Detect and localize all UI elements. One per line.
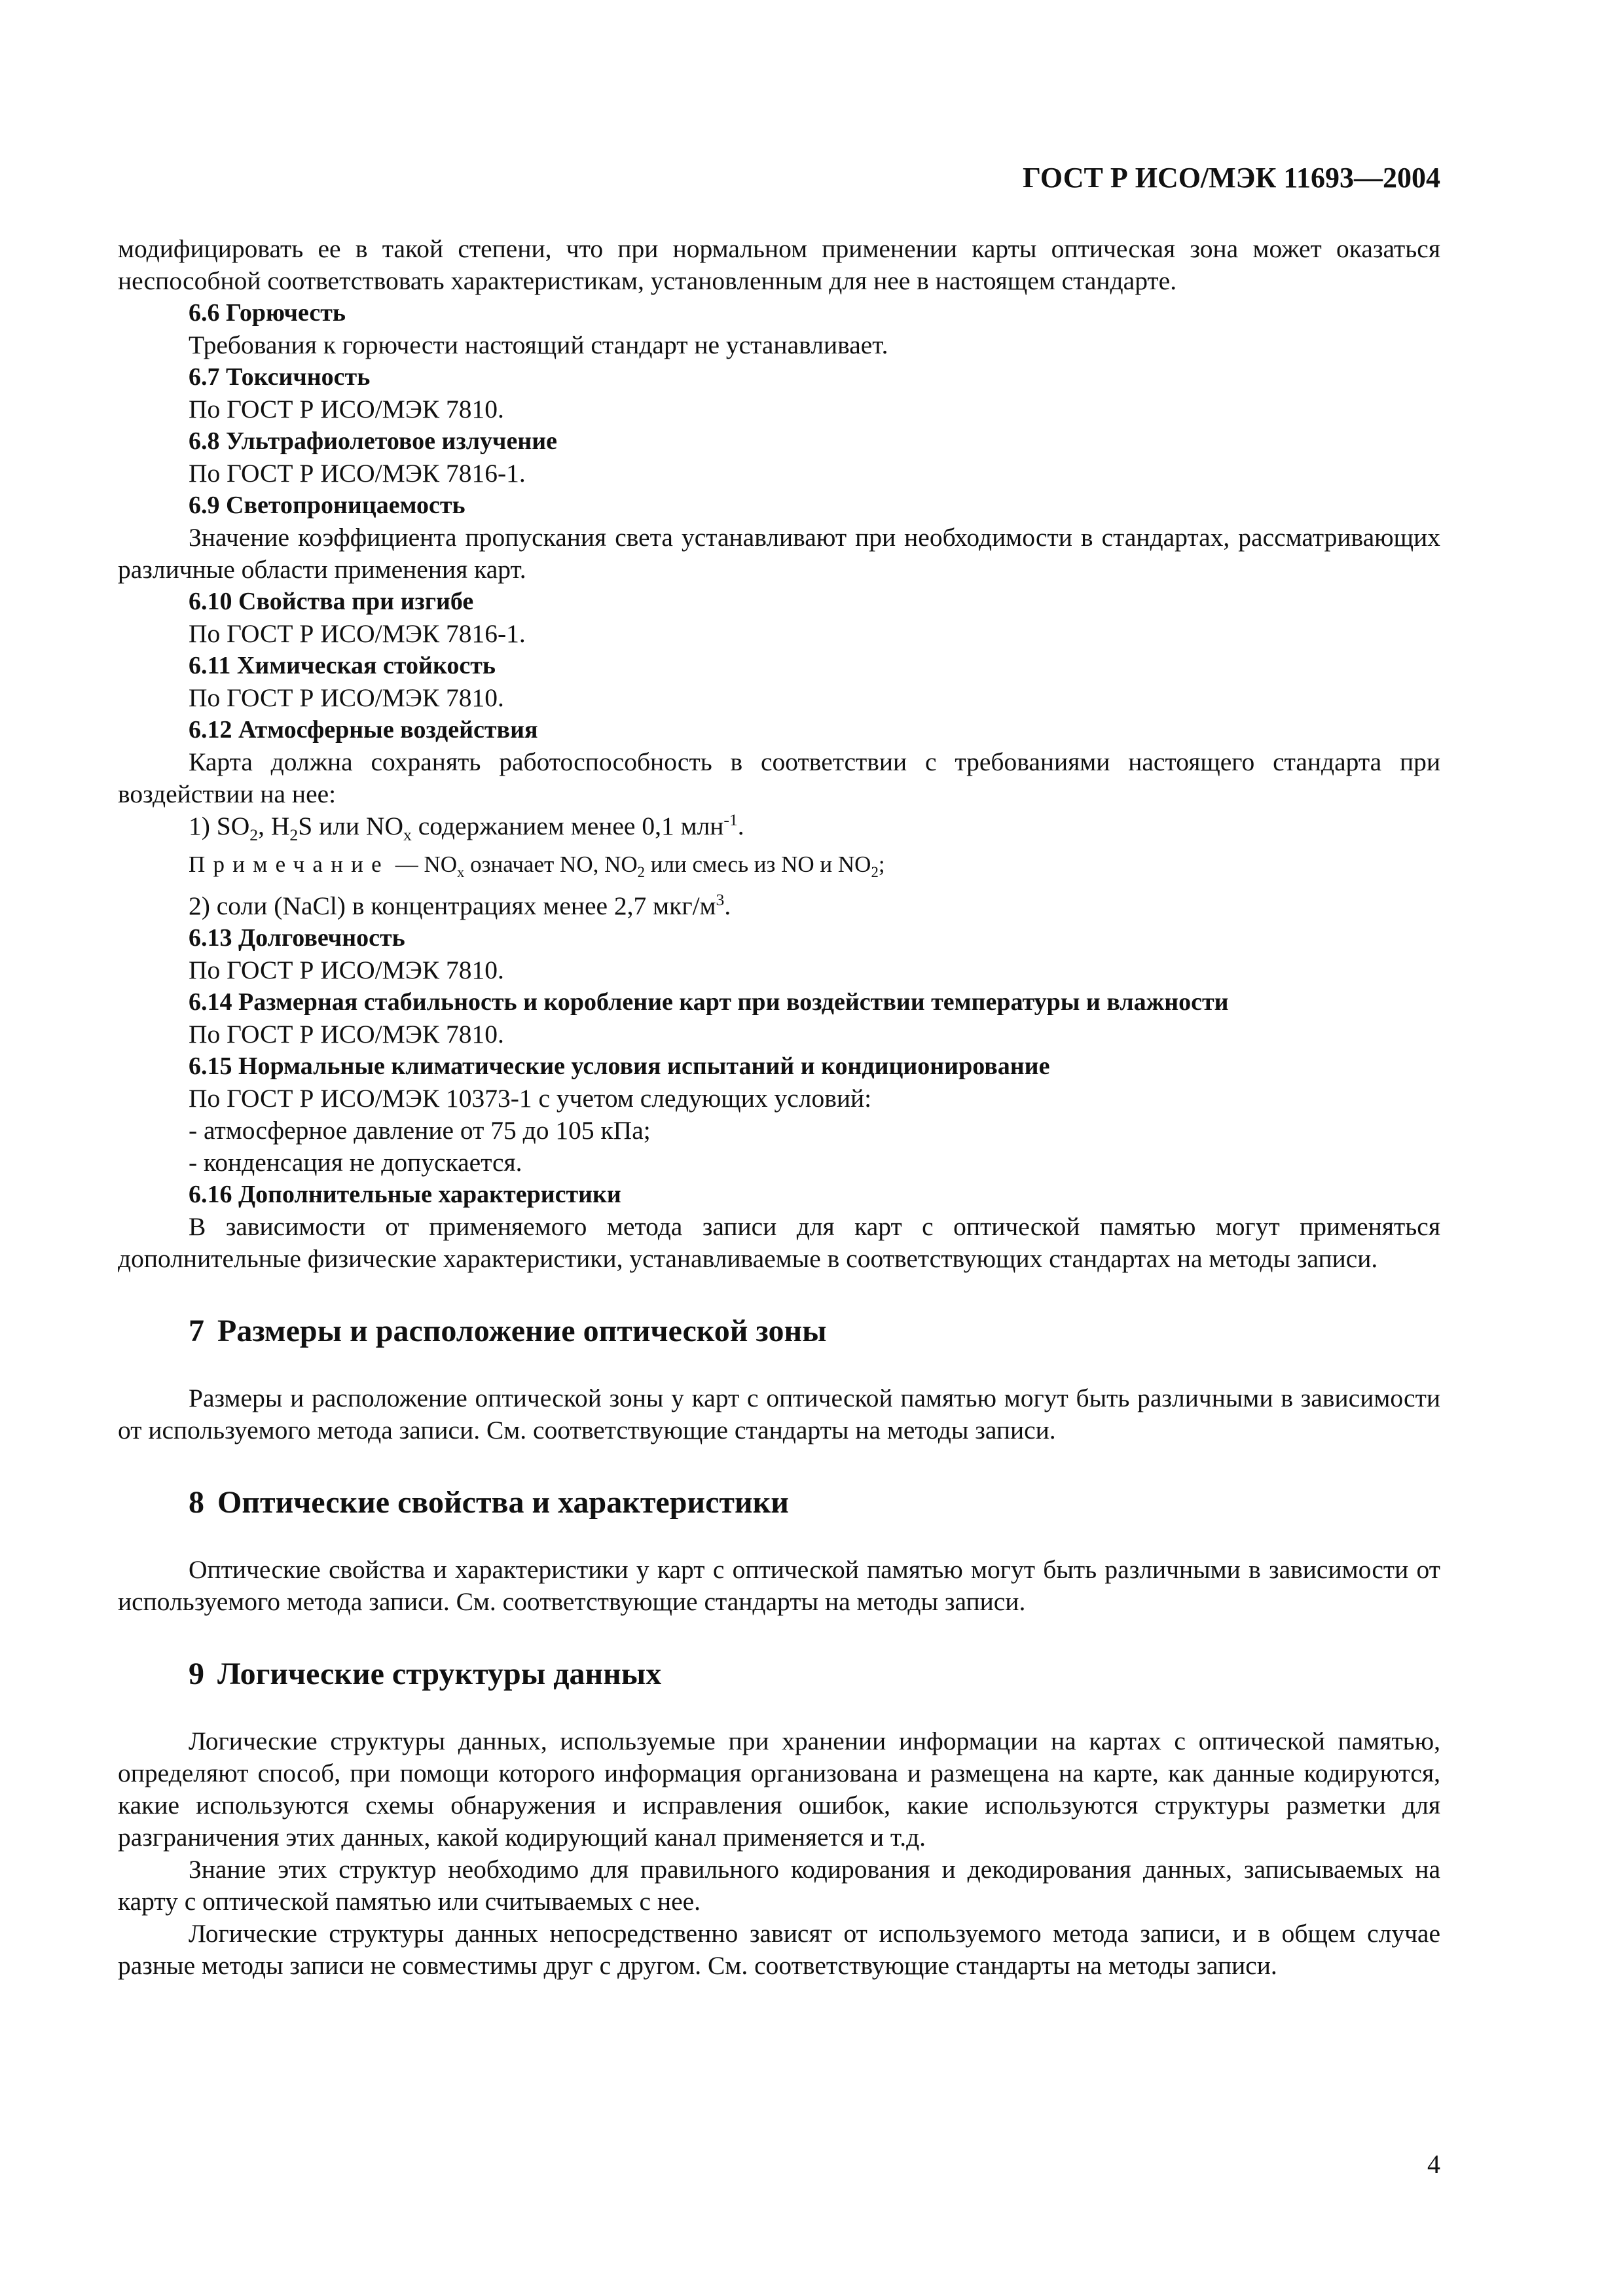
text-6-6: Требования к горючести настоящий стандарт не устанавливает. [189,331,888,359]
section-8-text: Оптические свойства и характеристики у карт с оптической памятью могут быть различными в зависимости от используемого метода записи. См. соответствующие стандарты на методы записи. [118,1555,1440,1616]
document-header: ГОСТ Р ИСО/МЭК 11693—2004 [1023,162,1440,194]
heading-6-6: 6.6 Горючесть [189,299,346,327]
text-6-15: По ГОСТ Р ИСО/МЭК 10373-1 с учетом следующих условий: [189,1084,872,1113]
text-6-16: В зависимости от применяемого метода записи для карт с оптической памятью могут применяться дополнительные физические характеристики, устанавливаемые в соответствующих стандартах на методы записи. [118,1212,1440,1273]
condition-item: - конденсация не допускается. [189,1148,522,1177]
text-6-13: По ГОСТ Р ИСО/МЭК 7810. [189,956,504,984]
section-9-title: 9 Логические структуры данных [189,1657,662,1691]
heading-6-9: 6.9 Светопроницаемость [189,492,465,519]
text-6-10: По ГОСТ Р ИСО/МЭК 7816-1. [189,619,526,648]
section-7-title: 7 Размеры и расположение оптической зоны [189,1314,827,1348]
text-6-7: По ГОСТ Р ИСО/МЭК 7810. [189,395,504,423]
section-9-paragraph: Логические структуры данных непосредственно зависят от используемого метода записи, и в общем случае разные методы записи не совместимы друг с другом. См. соответствующие стандарты на методы записи. [118,1919,1440,1980]
list-item-1: 1) $SO_2$, $H_2S$ или $NO_x$ содержанием менее 0,1 млн$^{-1}$. [189,810,744,844]
section-9-paragraph: Знание этих структур необходимо для правильного кодирования и декодирования данных, записываемых на карту с оптической памятью или считываемых с нее. [118,1855,1440,1916]
heading-6-15: 6.15 Нормальные климатические условия испытаний и кондиционирование [189,1052,1050,1080]
document-body [118,233,1440,1982]
intro-paragraph: модифицировать ее в такой степени, что при нормальном применении карты оптическая зона может оказаться неспособной соответствовать характеристикам, установленным для нее в настоящем стандарте. [118,234,1440,295]
list-item-2: 2) соли (NaCl) в концентрациях менее 2,7 мкг/$м^3$. [189,889,731,920]
section-7-text: Размеры и расположение оптической зоны у карт с оптической памятью могут быть различными в зависимости от используемого метода записи. См. соответствующие стандарты на методы записи. [118,1384,1440,1444]
text-6-8: По ГОСТ Р ИСО/МЭК 7816-1. [189,459,526,488]
heading-6-8: 6.8 Ультрафиолетовое излучение [189,427,557,455]
note: Примечание — $NO_x$ означает NO, $NO_2$ или смесь из NO и $NO_2$; [189,852,885,880]
section-9-paragraph: Логические структуры данных, используемые при хранении информации на картах с оптической памятью, определяют способ, при помощи которого информация организована и размещена на карте, как данные кодируются, какие используются схемы обнаружения и исправления ошибок, какие используются структуры разметки для разграничения этих данных, какой кодирующий канал применяется и т.д. [118,1727,1440,1852]
text-6-14: По ГОСТ Р ИСО/МЭК 7810. [189,1020,504,1049]
text-6-11: По ГОСТ Р ИСО/МЭК 7810. [189,683,504,712]
section-8-title: 8 Оптические свойства и характеристики [189,1485,789,1520]
text-6-9: Значение коэффициента пропускания света устанавливают при необходимости в стандартах, рассматривающих различные области применения карт. [118,523,1440,584]
heading-6-11: 6.11 Химическая стойкость [189,652,496,679]
note-label: Примечание [189,852,390,877]
text-6-12: Карта должна сохранять работоспособность в соответствии с требованиями настоящего стандарта при воздействии на нее: [118,747,1440,808]
heading-6-13: 6.13 Долговечность [189,924,405,952]
heading-6-12: 6.12 Атмосферные воздействия [189,716,538,744]
page-number: 4 [1427,2149,1440,2179]
heading-6-7: 6.7 Токсичность [189,363,371,391]
condition-item: - атмосферное давление от 75 до 105 кПа; [189,1116,651,1145]
heading-6-10: 6.10 Свойства при изгибе [189,588,474,615]
heading-6-14: 6.14 Размерная стабильность и коробление карт при воздействии температуры и влажности [189,988,1229,1016]
heading-6-16: 6.16 Дополнительные характеристики [189,1181,621,1208]
